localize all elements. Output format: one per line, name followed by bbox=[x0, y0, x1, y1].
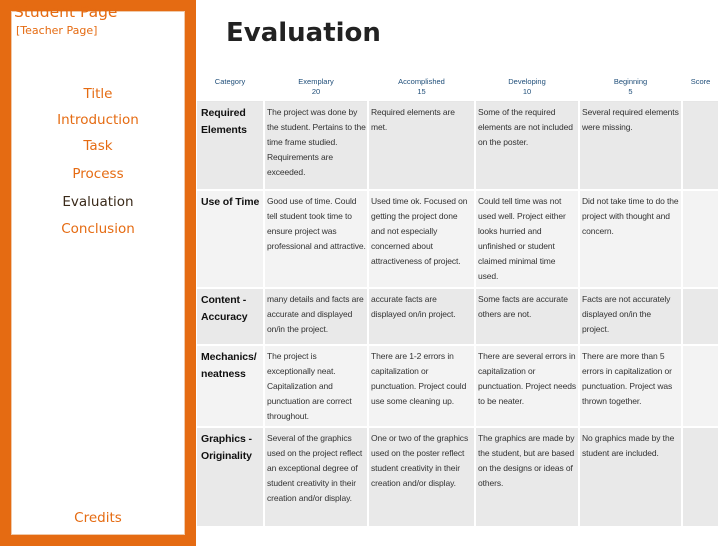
points-beginning: 5 bbox=[628, 86, 633, 96]
rubric-header-row bbox=[197, 74, 719, 101]
header-category: Category bbox=[197, 74, 264, 101]
cell-accomplished: There are 1-2 errors in capitalization or punctuation. Project could use some cleaning up. bbox=[368, 345, 475, 427]
cell-accomplished: Required elements are met. bbox=[368, 101, 475, 190]
cell-exemplary: many details and facts are accurate and displayed on/in the project. bbox=[264, 288, 368, 345]
cell-accomplished: accurate facts are displayed on/in project. bbox=[368, 288, 475, 345]
cell-score bbox=[682, 345, 719, 427]
row-category: Mechanics/ neatness bbox=[197, 345, 264, 427]
sidebar bbox=[0, 0, 196, 546]
cell-exemplary: Good use of time. Could tell student took time to ensure project was professional and attractive. bbox=[264, 190, 368, 288]
row-category: Use of Time bbox=[197, 190, 264, 288]
nav-conclusion[interactable]: Conclusion bbox=[61, 221, 135, 237]
table-row bbox=[197, 345, 719, 427]
rubric-table bbox=[197, 74, 720, 528]
cell-developing: The graphics are made by the student, but are based on the designs or ideas of others. bbox=[475, 427, 579, 527]
nav-title[interactable]: Title bbox=[83, 86, 113, 102]
cell-score bbox=[682, 288, 719, 345]
cell-accomplished: One or two of the graphics used on the poster reflect student creativity in their creation and/or display. bbox=[368, 427, 475, 527]
nav-credits[interactable]: Credits bbox=[74, 510, 122, 526]
cell-developing: Could tell time was not used well. Project either looks hurried and unfinished or student claimed minimal time used. bbox=[475, 190, 579, 288]
header-beginning: Beginning 5 bbox=[579, 74, 682, 101]
cell-exemplary: The project is exceptionally neat. Capitalization and punctuation are correct throughout. bbox=[264, 345, 368, 427]
header-accomplished: Accomplished 15 bbox=[368, 74, 475, 101]
cell-beginning: There are more than 5 errors in capitalization or punctuation. Project was thrown together. bbox=[579, 345, 682, 427]
table-row bbox=[197, 101, 719, 190]
cell-developing: There are several errors in capitalization or punctuation. Project needs to be neater. bbox=[475, 345, 579, 427]
row-category: Content - Accuracy bbox=[197, 288, 264, 345]
cell-exemplary: The project was done by the student. Pertains to the time frame studied. Requirements are exceeded. bbox=[264, 101, 368, 190]
nav-process[interactable]: Process bbox=[72, 166, 124, 182]
row-category: Graphics - Originality bbox=[197, 427, 264, 527]
header-developing: Developing 10 bbox=[475, 74, 579, 101]
nav-introduction[interactable]: Introduction bbox=[57, 112, 139, 128]
nav-task[interactable]: Task bbox=[83, 138, 113, 154]
cell-score bbox=[682, 190, 719, 288]
table-row bbox=[197, 427, 719, 527]
header-score: Score bbox=[682, 74, 719, 101]
cell-score bbox=[682, 101, 719, 190]
nav-evaluation[interactable]: Evaluation bbox=[62, 194, 134, 210]
points-developing: 10 bbox=[522, 86, 532, 96]
sidebar-title: Student Page bbox=[14, 3, 118, 21]
cell-beginning: Several required elements were missing. bbox=[579, 101, 682, 190]
page-title: Evaluation bbox=[226, 18, 381, 48]
cell-beginning: Facts are not accurately displayed on/in the project. bbox=[579, 288, 682, 345]
row-category: Required Elements bbox=[197, 101, 264, 190]
cell-beginning: Did not take time to do the project with thought and concern. bbox=[579, 190, 682, 288]
header-exemplary: Exemplary 20 bbox=[264, 74, 368, 101]
table-row bbox=[197, 190, 719, 288]
points-accomplished: 15 bbox=[417, 86, 426, 96]
cell-beginning: No graphics made by the student are included. bbox=[579, 427, 682, 527]
table-row bbox=[197, 288, 719, 345]
cell-score bbox=[682, 427, 719, 527]
points-exemplary: 20 bbox=[311, 86, 321, 96]
cell-exemplary: Several of the graphics used on the project reflect an exceptional degree of student creativity in their creation and/or display. bbox=[264, 427, 368, 527]
teacher-page-link[interactable]: [Teacher Page] bbox=[16, 24, 98, 37]
cell-developing: Some facts are accurate others are not. bbox=[475, 288, 579, 345]
cell-accomplished: Used time ok. Focused on getting the project done and not especially concerned about attractiveness of project. bbox=[368, 190, 475, 288]
cell-developing: Some of the required elements are not included on the poster. bbox=[475, 101, 579, 190]
